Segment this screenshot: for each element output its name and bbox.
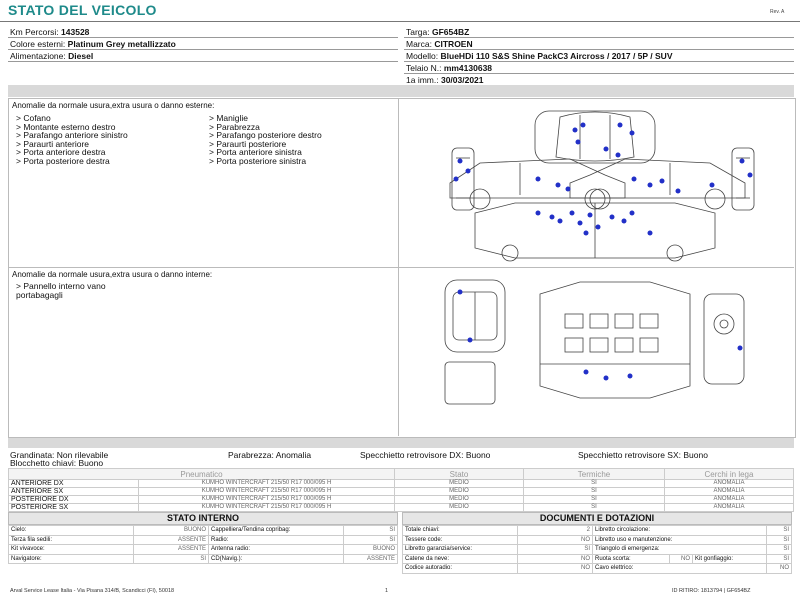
list-item: > Paraurti anteriore <box>16 138 89 149</box>
vin-row: Telaio N.: mm4130638 <box>406 63 493 73</box>
tyre-condition: MEDIO <box>395 496 524 504</box>
fuel-row: Alimentazione: Diesel <box>10 51 94 61</box>
field-value: SI <box>767 526 792 536</box>
list-item: > Porta anteriore destra <box>16 147 106 157</box>
list-item: > Parafango posteriore destro <box>209 130 322 140</box>
documenti-section <box>402 512 792 574</box>
interior-top-view <box>445 280 505 352</box>
divider <box>404 37 794 38</box>
divider <box>8 49 398 50</box>
brand-row: Marca: CITROEN <box>406 39 473 49</box>
mirror-right: Specchietto retrovisore DX: Buono <box>360 450 491 460</box>
tyres-header <box>9 469 794 480</box>
field-value: ASSENTE <box>134 535 209 545</box>
field-label: Codice autoradio: <box>403 564 518 574</box>
tyre-position: ANTERIORE SX <box>9 488 139 496</box>
mirror-left: Specchietto retrovisore SX: Buono <box>578 450 708 460</box>
col-stato: Stato <box>395 469 524 480</box>
field-label: Libretto uso e manutenzione: <box>593 535 767 545</box>
tyre-winter: SI <box>524 496 665 504</box>
table-row <box>9 480 794 488</box>
grandinata: Grandinata: Non rilevabile <box>10 450 109 460</box>
field-value: NO <box>670 554 693 564</box>
stato-interno-table <box>8 525 398 564</box>
interior-damage-markers <box>458 290 743 381</box>
car-side-view-left <box>570 159 745 209</box>
table-row <box>9 545 398 555</box>
table-row <box>403 554 792 564</box>
documenti-title: DOCUMENTI E DOTAZIONI <box>402 512 792 525</box>
car-bottom-view <box>475 203 715 261</box>
divider <box>404 61 794 62</box>
field-value: SI <box>767 545 792 555</box>
fuel-value: Diesel <box>68 51 94 61</box>
field-label: Terza fila sedili: <box>9 535 134 545</box>
table-row <box>9 488 794 496</box>
field-value: BUONO <box>134 526 209 536</box>
model-value: BlueHDi 110 S&S Shine PackC3 Aircross / 2017 / 5P / SUV <box>440 51 673 61</box>
table-row <box>9 496 794 504</box>
plate-value: GF654BZ <box>432 27 470 37</box>
registration-row: 1a imm.: 30/03/2021 <box>406 75 484 85</box>
tyre-position: POSTERIORE DX <box>9 496 139 504</box>
internal-damage-title: Anomalie da normale usura,extra usura o danno interne: <box>12 270 213 279</box>
documenti-table <box>402 525 792 574</box>
field-label: Kit gonfiaggio: <box>693 554 767 564</box>
col-termiche: Termiche <box>524 469 665 480</box>
field-value: SI <box>767 535 792 545</box>
field-value: NO <box>767 564 792 574</box>
interior-seat-plan <box>540 282 690 398</box>
tyre-model: KUMHO WINTERCRAFT 215/50 R17 000/095 H <box>139 504 395 512</box>
tyre-condition: MEDIO <box>395 480 524 488</box>
field-label: Kit vivavoce: <box>9 545 134 555</box>
km-value: 143528 <box>61 27 90 37</box>
field-value: NO <box>518 564 593 574</box>
field-label: Totale chiavi: <box>403 526 518 536</box>
table-row <box>9 504 794 512</box>
col-pneumatico: Pneumatico <box>9 469 395 480</box>
tyre-model: KUMHO WINTERCRAFT 215/50 R17 000/095 H <box>139 496 395 504</box>
table-row <box>403 526 792 536</box>
damage-markers <box>454 123 753 236</box>
interior-dashboard <box>704 294 744 384</box>
external-damage-list-2 <box>209 114 322 165</box>
tyre-rims: ANOMALIA <box>665 480 794 488</box>
car-top-view <box>535 111 655 163</box>
table-row <box>403 545 792 555</box>
table-row <box>9 554 398 564</box>
tyre-winter: SI <box>524 504 665 512</box>
internal-damage-diagram <box>430 274 760 432</box>
tyre-model: KUMHO WINTERCRAFT 215/50 R17 000/095 H <box>139 488 395 496</box>
external-damage-list-1 <box>16 114 128 165</box>
field-value: ASSENTE <box>134 545 209 555</box>
divider <box>404 49 794 50</box>
field-label: Radio: <box>209 535 344 545</box>
table-row <box>403 535 792 545</box>
page-number: 1 <box>385 588 389 594</box>
field-label: Libretto garanzia/service: <box>403 545 518 555</box>
field-value: SI <box>344 535 398 545</box>
field-label: Cielo: <box>9 526 134 536</box>
field-value: SI <box>134 554 209 564</box>
field-label: CD(Navig.): <box>209 554 344 564</box>
tyre-rims: ANOMALIA <box>665 488 794 496</box>
external-damage-title: Anomalie da normale usura,extra usura o danno esterne: <box>12 101 215 110</box>
tyre-position: POSTERIORE SX <box>9 504 139 512</box>
tyre-model: KUMHO WINTERCRAFT 215/50 R17 000/095 H <box>139 480 395 488</box>
list-item: > Montante esterno destro <box>16 121 116 132</box>
field-value: NO <box>518 554 593 564</box>
table-row <box>403 564 792 574</box>
list-item: > Porta posteriore sinistra <box>209 155 307 166</box>
list-item: portabagagli <box>16 289 63 300</box>
field-label: Navigatore: <box>9 554 134 564</box>
field-value: ASSENTE <box>344 554 398 564</box>
field-value: NO <box>518 535 593 545</box>
tyre-rims: ANOMALIA <box>665 496 794 504</box>
divider <box>8 61 398 62</box>
field-label: Libretto circolazione: <box>593 526 767 536</box>
color-value: Platinum Grey metallizzato <box>67 39 176 49</box>
tyres-table <box>8 468 794 512</box>
car-side-view-right <box>450 159 625 209</box>
registration-value: 30/03/2021 <box>440 75 484 85</box>
stato-interno-title: STATO INTERNO <box>8 512 398 525</box>
km-row: Km Percorsi: 143528 <box>10 27 90 37</box>
list-item: > Cofano <box>16 113 51 123</box>
field-value: SI <box>767 554 792 564</box>
field-value: BUONO <box>344 545 398 555</box>
vin-value: mm4130638 <box>443 63 493 73</box>
list-item: > Porta posteriore destra <box>16 155 110 166</box>
section-band <box>8 85 794 97</box>
parabrezza: Parabrezza: Anomalia <box>228 450 312 460</box>
divider <box>404 73 794 74</box>
list-item: > Maniglie <box>209 113 248 123</box>
field-label: Tessere code: <box>403 535 518 545</box>
tyre-winter: SI <box>524 488 665 496</box>
summary-band <box>8 438 794 448</box>
field-value: SI <box>518 545 593 555</box>
list-item: > Parabrezza <box>209 121 260 132</box>
field-label: Cavo elettrico: <box>593 564 767 574</box>
list-item: > Parafango anteriore sinistro <box>16 130 128 140</box>
field-label: Antenna radio: <box>209 545 344 555</box>
divider <box>8 267 794 268</box>
color-row: Colore esterni: Platinum Grey metallizzato <box>10 39 176 49</box>
field-value: 2 <box>518 526 593 536</box>
tyre-winter: SI <box>524 480 665 488</box>
tyre-condition: MEDIO <box>395 488 524 496</box>
field-label: Cappelliera/Tendina copribag: <box>209 526 344 536</box>
list-item: > Pannello interno vano <box>16 281 106 291</box>
key-lock: Blocchetto chiavi: Buono <box>10 458 104 468</box>
interior-trunk <box>445 362 495 404</box>
field-value: SI <box>344 526 398 536</box>
tyre-position: ANTERIORE DX <box>9 480 139 488</box>
table-row <box>9 526 398 536</box>
divider <box>8 37 398 38</box>
table-row <box>9 535 398 545</box>
vehicle-info-right <box>406 26 673 86</box>
title-divider <box>0 21 800 22</box>
external-damage-diagram <box>420 103 770 263</box>
internal-damage-list <box>16 282 106 299</box>
brand-value: CITROEN <box>434 39 473 49</box>
model-row: Modello: BlueHDi 110 S&S Shine PackC3 Aircross / 2017 / 5P / SUV <box>406 51 673 61</box>
stato-interno-section <box>8 512 398 564</box>
list-item: > Porta anteriore sinistra <box>209 147 302 157</box>
tyre-rims: ANOMALIA <box>665 504 794 512</box>
list-item: > Paraurti posteriore <box>209 138 287 149</box>
field-label: Triangolo di emergenza: <box>593 545 767 555</box>
vehicle-info-left <box>10 26 176 62</box>
field-label: Catene da neve: <box>403 554 518 564</box>
plate-row: Targa: GF654BZ <box>406 27 470 37</box>
page-title: STATO DEL VEICOLO <box>8 2 157 18</box>
revision-label: Rev. A <box>770 9 785 15</box>
field-label: Ruota scorta: <box>593 554 670 564</box>
footer-id: ID RITIRO: 1813794 | GF654BZ <box>672 588 751 594</box>
col-cerchi: Cerchi in lega <box>665 469 794 480</box>
tyre-condition: MEDIO <box>395 504 524 512</box>
footer-address: Arval Service Lease Italia - Via Pisana 314/B, Scandicci (FI), 50018 <box>10 588 175 594</box>
car-rear-view <box>732 148 754 210</box>
